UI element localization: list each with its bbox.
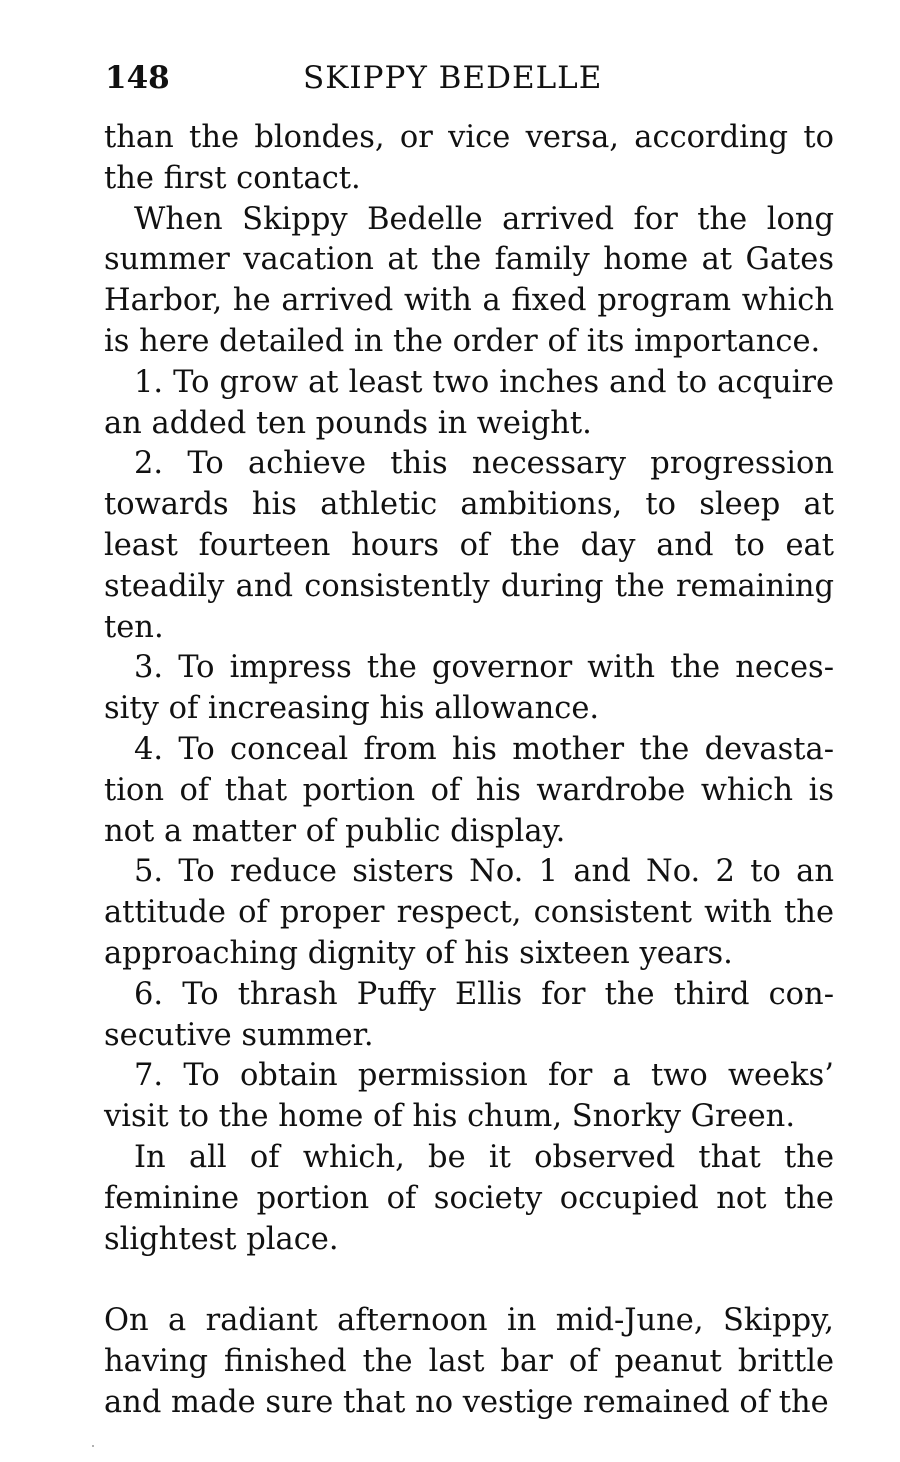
program-item-6: 6. To thrash Puffy Ellis for the third consecutive summer. — [104, 976, 834, 1053]
running-title: SKIPPY BEDELLE — [303, 60, 603, 96]
page-header — [105, 56, 845, 100]
program-item-3: 3. To impress the governor with the necessity of increasing his allowance. — [104, 650, 834, 727]
paragraph-observation: In all of which, be it observed that the feminine portion of society occupied not the slightest place. — [104, 1139, 834, 1257]
paragraph-new-section: On a radiant afternoon in mid-June, Skippy, having finished the last bar of peanut brittle and made sure that no vestige remained of the — [104, 1303, 834, 1420]
program-item-7: 7. To obtain permission for a two weeks’ visit to the home of his chum, Snorky Green. — [104, 1058, 834, 1135]
program-item-5: 5. To reduce sisters No. 1 and No. 2 to an attitude of proper respect, consistent with the approaching dignity of his sixteen years. — [104, 854, 834, 971]
paragraph-arrival: When Skippy Bedelle arrived for the long summer vacation at the family home at Gates Harbor, he arrived with a fixed program which is here detailed in the order of its importance. — [104, 201, 834, 359]
program-item-2: 2. To achieve this necessary progression towards his athletic ambitions, to sleep at least fourteen hours of the day and to eat steadily and consistently during the remaining ten. — [104, 446, 834, 645]
paragraph-continuation: than the blondes, or vice versa, according to the first contact. — [104, 120, 834, 196]
program-item-4: 4. To conceal from his mother the devastation of that portion of his wardrobe which is not a matter of public display. — [104, 731, 834, 849]
page-number: 148 — [105, 60, 170, 96]
program-item-1: 1. To grow at least two inches and to acquire an added ten pounds in weight. — [104, 364, 834, 441]
page-speck — [92, 1445, 94, 1447]
body-text — [104, 118, 834, 1424]
